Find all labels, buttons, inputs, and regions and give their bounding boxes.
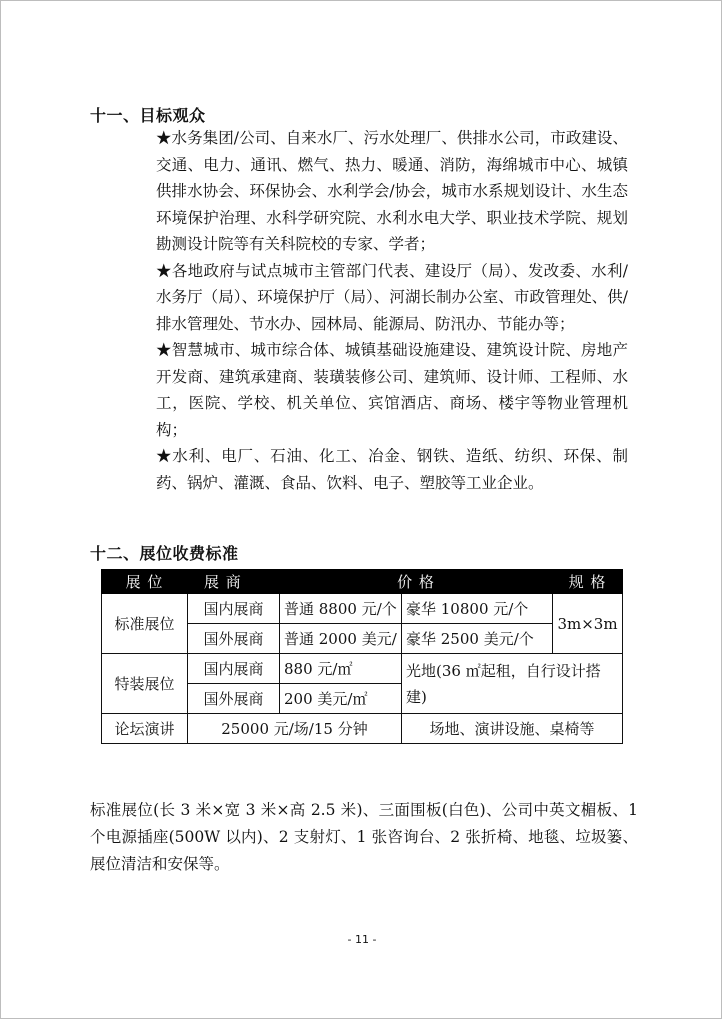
page-number: - 11 - bbox=[347, 933, 377, 946]
audience-paragraph: ★水务集团/公司、自来水厂、污水处理厂、供排水公司，市政建设、交通、电力、通讯、燃气、热力、暖通、消防，海绵城市中心、城镇供排水协会、环保协会、水利学会/协会，城市水系规划设计、水生态环境保护治理、水科学研究院、水利水电大学、职业技术学院、规划勘测设计院等有关科院校的专家、学者； bbox=[156, 129, 628, 253]
header-price: 价 格 bbox=[280, 570, 553, 594]
audience-paragraph: ★智慧城市、城市综合体、城镇基础设施建设、建筑设计院、房地产开发商、建筑承建商、装璜装修公司、建筑师、设计师、工程师、水工，医院、学校、机关单位、宾馆酒店、商场、楼宇等物业管理机构； bbox=[156, 341, 628, 439]
price-cell: 200 美元/㎡ bbox=[280, 684, 402, 714]
audience-paragraph: ★各地政府与试点城市主管部门代表、建设厅（局）、发改委、水利/水务厅（局）、环境保护厅（局）、河湖长制办公室、市政管理处、供/排水管理处、节水办、园林局、能源局、防汛办、节能办等； bbox=[156, 261, 628, 333]
section-heading-booth-fees: 十二、展位收费标准 bbox=[90, 544, 239, 563]
special-booth-label: 特装展位 bbox=[102, 654, 188, 714]
standard-booth-description: 标准展位(长 3 米×宽 3 米×高 2.5 米)、三面围板(白色)、公司中英文楣板、1 个电源插座(500W 以内)、2 支射灯、1 张咨询台、2 张折椅、地毯、垃圾篓、展位清洁和安保等。 bbox=[90, 801, 638, 873]
table-row bbox=[102, 654, 623, 684]
table-row bbox=[102, 594, 623, 624]
forum-label: 论坛演讲 bbox=[102, 714, 188, 744]
header-exhibitor: 展 商 bbox=[188, 570, 280, 594]
header-booth: 展 位 bbox=[102, 570, 188, 594]
exhibitor-cell: 国外展商 bbox=[188, 684, 280, 714]
price-cell: 普通 8800 元/个 bbox=[280, 594, 402, 624]
header-spec: 规 格 bbox=[553, 570, 623, 594]
price-cell: 普通 2000 美元/ bbox=[280, 624, 402, 654]
spec-cell: 3m×3m bbox=[553, 594, 623, 654]
exhibitor-cell: 国外展商 bbox=[188, 624, 280, 654]
forum-note: 场地、演讲设施、桌椅等 bbox=[402, 714, 623, 744]
price-cell: 880 元/㎡ bbox=[280, 654, 402, 684]
special-booth-note: 光地(36 ㎡起租，自行设计搭建) bbox=[402, 654, 623, 714]
price-cell: 豪华 10800 元/个 bbox=[402, 594, 553, 624]
section-heading-target-audience: 十一、目标观众 bbox=[90, 106, 206, 125]
table-header-row bbox=[102, 570, 623, 594]
audience-paragraph: ★水利、电厂、石油、化工、冶金、钢铁、造纸、纺织、环保、制药、锅炉、灌溉、食品、饮料、电子、塑胶等工业企业。 bbox=[156, 447, 628, 492]
exhibitor-cell: 国内展商 bbox=[188, 654, 280, 684]
forum-price: 25000 元/场/15 分钟 bbox=[188, 714, 402, 744]
standard-booth-label: 标准展位 bbox=[102, 594, 188, 654]
target-audience-list bbox=[156, 125, 628, 496]
table-row bbox=[102, 714, 623, 744]
booth-fee-table bbox=[101, 569, 623, 744]
price-cell: 豪华 2500 美元/个 bbox=[402, 624, 553, 654]
exhibitor-cell: 国内展商 bbox=[188, 594, 280, 624]
